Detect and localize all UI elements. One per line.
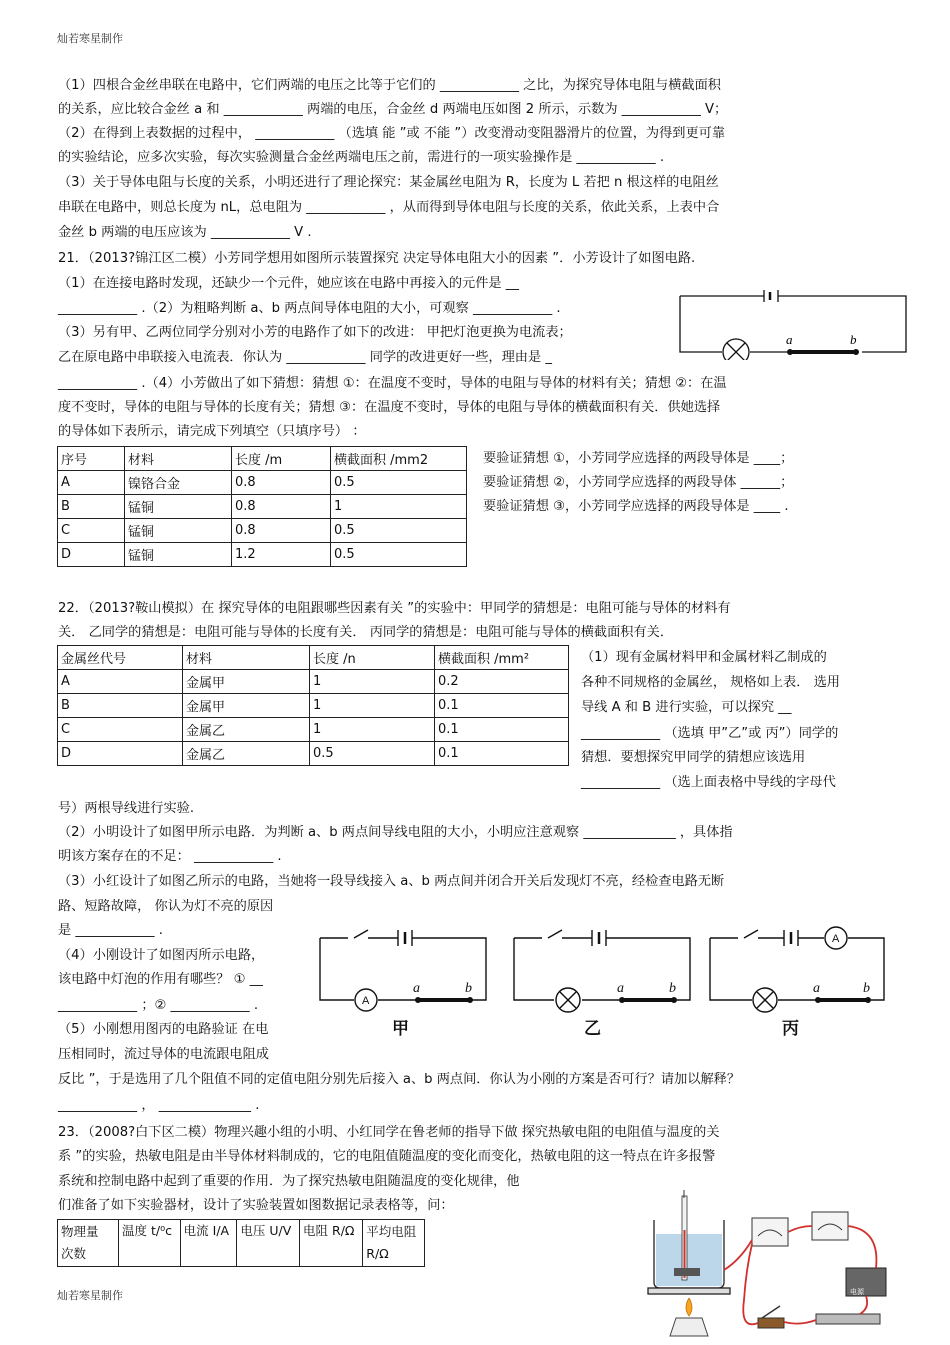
q23-line-1: 23．（2008?白下区二模）物理兴趣小组的小明、小红同学在鲁老师的指导下做 探究热敏电阻的电阻值与温度的关 (58, 1125, 720, 1140)
t22-header: 长度 /n (310, 646, 435, 670)
t22-cell: 0.2 (435, 670, 569, 694)
table-row (58, 519, 467, 543)
t21-cell: 镍铬合金 (125, 471, 232, 495)
q21-label-b: b (850, 332, 857, 347)
t23-header: 电流 I/A (180, 1220, 237, 1267)
fig-yi-label: 乙 (584, 1019, 601, 1039)
t21-cell: 0.8 (232, 519, 331, 543)
t21-cell: 锰铜 (125, 519, 232, 543)
t21-cell: D (58, 543, 125, 567)
q22-circuits-diagram (318, 920, 888, 1040)
t23-avg-title: 平均电阻 (366, 1224, 417, 1239)
t22-cell: 金属甲 (183, 694, 310, 718)
q22-intro-1: 22．（2013?鞍山模拟）在 探究导体的电阻跟哪些因素有关 ”的实验中：甲同学的猜想是：电阻可能与导体的材料有 (58, 601, 731, 616)
t22-header: 材料 (183, 646, 310, 670)
q22-side-3: 导线 A 和 B 进行实验，可以探究 __ (581, 700, 792, 715)
t23-header-last (363, 1220, 425, 1267)
t22-cell: 0.1 (435, 694, 569, 718)
q21-line-1: 21．（2013?锦江区二模）小芳同学想用如图所示装置探究 决定导体电阻大小的因素 ”．小芳设计了如图电路. (58, 251, 696, 266)
q20-line-5: （3）关于导体电阻与长度的关系，小明还进行了理论探究：某金属丝电阻为 R，长度为 L 若把 n 根这样的电阻丝 (58, 175, 719, 190)
q22-line-1: 号）两根导线进行实验. (58, 801, 195, 816)
q20-line-3: （2）在得到上表数据的过程中， ____________ （选填 能 ”或 不能 ”）改变滑动变阻器滑片的位置，为得到更可靠 (58, 126, 726, 141)
t22-cell: 金属甲 (183, 670, 310, 694)
t21-header: 材料 (125, 447, 232, 471)
q22-line-9: ____________ ；② ____________ . (58, 998, 259, 1013)
t21-cell: 1.2 (232, 543, 331, 567)
t23-header: 电阻 R/Ω (300, 1220, 363, 1267)
q21-line-6: ____________ .（4）小芳做出了如下猜想：猜想 ①：在温度不变时，导体的电阻与导体的材料有关；猜想 ②：在温 (58, 376, 727, 391)
q22-line-5: 路、短路故障， 你认为灯不亮的原因 (58, 899, 274, 914)
q22-side-1: （1）现有金属材料甲和金属材料乙制成的 (581, 650, 827, 665)
t22-cell: 金属乙 (183, 742, 310, 766)
ammeter-label: A (832, 933, 840, 945)
q22-side-2: 各种不同规格的金属丝， 规格如上表． 选用 (581, 675, 840, 690)
q22-intro-2: 关． 乙同学的猜想是：电阻可能与导体的长度有关． 丙同学的猜想是：电阻可能与导体的横截面积有关． (58, 625, 674, 640)
t22-cell: A (58, 670, 183, 694)
q23-line-3: 系统和控制电路中起到了重要的作用．为了探究热敏电阻随温度的变化规律，他 (58, 1174, 520, 1189)
t23-header: 电压 U/V (237, 1220, 300, 1267)
page-header: 灿若寒星制作 (57, 32, 123, 45)
q22-line-12: 反比 ”，于是选用了几个阻值不同的定值电阻分别先后接入 a、b 两点间．你认为小刚的方案是否可行？请加以解释？ (58, 1072, 741, 1087)
q20-line-6: 串联在电路中，则总长度为 nL，总电阻为 ____________ ，从而得到导体电阻与长度的关系，依此关系，上表中合 (58, 200, 720, 215)
fig-jia-label: 甲 (392, 1019, 409, 1039)
q22-line-4: （3）小红设计了如图乙所示的电路，当她将一段导线接入 a、b 两点间并闭合开关后发现灯不亮，经检查电路无断 (58, 874, 725, 889)
t22-cell: 0.5 (310, 742, 435, 766)
table-row (58, 742, 569, 766)
t22-cell: 0.1 (435, 742, 569, 766)
q21-line-7: 度不变时，导体的电阻与导体的长度有关；猜想 ③：在温度不变时，导体的电阻与导体的横截面积有关．供她选择 (58, 400, 721, 415)
q23-apparatus-illustration (640, 1190, 910, 1340)
t22-cell: D (58, 742, 183, 766)
q21-circuit-diagram (678, 290, 908, 360)
bing-label-a: a (813, 981, 820, 996)
q22-side-5: 猜想．要想探究甲同学的猜想应该选用 (581, 750, 806, 765)
q22-line-8: 该电路中灯泡的作用有哪些？ ① __ (58, 972, 263, 987)
q22-line-7: （4）小刚设计了如图丙所示电路， (58, 948, 265, 963)
t23-header: 温度 t/⁰c (119, 1220, 181, 1267)
t22-cell: 0.1 (435, 718, 569, 742)
q20-line-1: （1）四根合金丝串联在电路中，它们两端的电压之比等于它们的 ____________ 之比，为探究导体电阻与横截面积 (58, 78, 721, 93)
q22-side-4: ____________ （选填 甲”乙”或 丙”）同学的 (581, 726, 839, 741)
q22-line-2: （2）小明设计了如图甲所示电路．为判断 a、b 两点间导线电阻的大小，小明应注意观察 ______________ ，具体指 (58, 825, 733, 840)
q21-label-a: a (786, 332, 793, 347)
q20-line-4: 的实验结论，应多次实验，每次实验测量合金丝两端电压之前，需进行的一项实验操作是 ____________ . (58, 150, 665, 165)
q21-line-2: （1）在连接电路时发现，还缺少一个元件，她应该在电路中再接入的元件是 __ (58, 276, 519, 291)
t21-cell: B (58, 495, 125, 519)
q21-line-3: ____________ .（2）为粗略判断 a、b 两点间导体电阻的大小，可观察 ____________ . (58, 301, 561, 316)
table-row (58, 694, 569, 718)
t21-header: 序号 (58, 447, 125, 471)
t21-header: 长度 /m (232, 447, 331, 471)
t22-cell: 金属乙 (183, 718, 310, 742)
t21-cell: 0.5 (331, 519, 467, 543)
q22-line-6: 是 ____________ . (58, 923, 163, 938)
page-footer: 灿若寒星制作 (57, 1289, 123, 1302)
q23-line-2: 系 ”的实验，热敏电阻是由半导体材料制成的，它的电阻值随温度的变化而变化，热敏电阻的这一特点在许多报警 (58, 1149, 716, 1164)
t23-corner (58, 1220, 119, 1267)
q23-line-4: 们准备了如下实验器材，设计了实验装置如图数据记录表格等，问： (58, 1198, 454, 1213)
t23-avg-unit: R/Ω (366, 1246, 389, 1261)
ammeter-label: A (362, 995, 370, 1007)
t22-cell: 1 (310, 670, 435, 694)
t21-cell: 1 (331, 495, 467, 519)
t21-header: 横截面积 /mm2 (331, 447, 467, 471)
table-21 (57, 446, 467, 567)
t21-cell: A (58, 471, 125, 495)
t21-cell: 锰铜 (125, 543, 232, 567)
yi-label-b: b (669, 981, 676, 996)
t21-cell: 0.8 (232, 471, 331, 495)
table-row (58, 495, 467, 519)
bing-label-b: b (863, 981, 870, 996)
table-row (58, 471, 467, 495)
q22-side-6: ____________ （选上面表格中导线的字母代 (581, 775, 836, 790)
battery-label: 电源 (850, 1288, 864, 1296)
t21-cell: 0.5 (331, 543, 467, 567)
jia-label-b: b (465, 981, 472, 996)
table-22 (57, 645, 569, 766)
t22-cell: 1 (310, 718, 435, 742)
t22-cell: C (58, 718, 183, 742)
table-row (58, 543, 467, 567)
q21-line-4: （3）另有甲、乙两位同学分别对小芳的电路作了如下的改进： 甲把灯泡更换为电流表； (58, 325, 572, 340)
q22-line-3: 明该方案存在的不足： ____________ . (58, 849, 282, 864)
t23-corner-bottom: 次数 (61, 1245, 87, 1261)
q21-fill-2: 要验证猜想 ②，小芳同学应选择的两段导体 ______； (483, 475, 794, 490)
table-row (58, 718, 569, 742)
t23-corner-top: 物理量 (61, 1223, 99, 1239)
fig-bing-label: 丙 (782, 1019, 799, 1039)
q22-line-13: ____________ ， ______________ . (58, 1098, 260, 1113)
t21-cell: C (58, 519, 125, 543)
q20-line-7: 金丝 b 两端的电压应该为 ____________ V . (58, 225, 312, 240)
t21-cell: 0.5 (331, 471, 467, 495)
t22-header: 金属丝代号 (58, 646, 183, 670)
t22-header: 横截面积 /mm² (435, 646, 569, 670)
table-row (58, 670, 569, 694)
q21-line-8: 的导体如下表所示，请完成下列填空（只填序号） ： (58, 424, 366, 439)
q21-line-5: 乙在原电路中串联接入电流表．你认为 ____________ 同学的改进更好一些，理由是 _ (58, 350, 552, 365)
table-23 (57, 1219, 425, 1267)
q21-fill-1: 要验证猜想 ①，小芳同学应选择的两段导体是 ____； (483, 451, 794, 466)
t22-cell: B (58, 694, 183, 718)
t22-cell: 1 (310, 694, 435, 718)
q20-line-2: 的关系，应比较合金丝 a 和 ____________ 两端的电压，合金丝 d 两端电压如图 2 所示，示数为 ____________ V； (58, 102, 728, 117)
q22-line-10: （5）小刚想用图丙的电路验证 在电 (58, 1022, 269, 1037)
q22-line-11: 压相同时，流过导体的电流跟电阻成 (58, 1047, 269, 1062)
t21-cell: 锰铜 (125, 495, 232, 519)
q21-fill-3: 要验证猜想 ③，小芳同学应选择的两段导体是 ____ . (483, 499, 789, 514)
jia-label-a: a (413, 981, 420, 996)
yi-label-a: a (617, 981, 624, 996)
t21-cell: 0.8 (232, 495, 331, 519)
